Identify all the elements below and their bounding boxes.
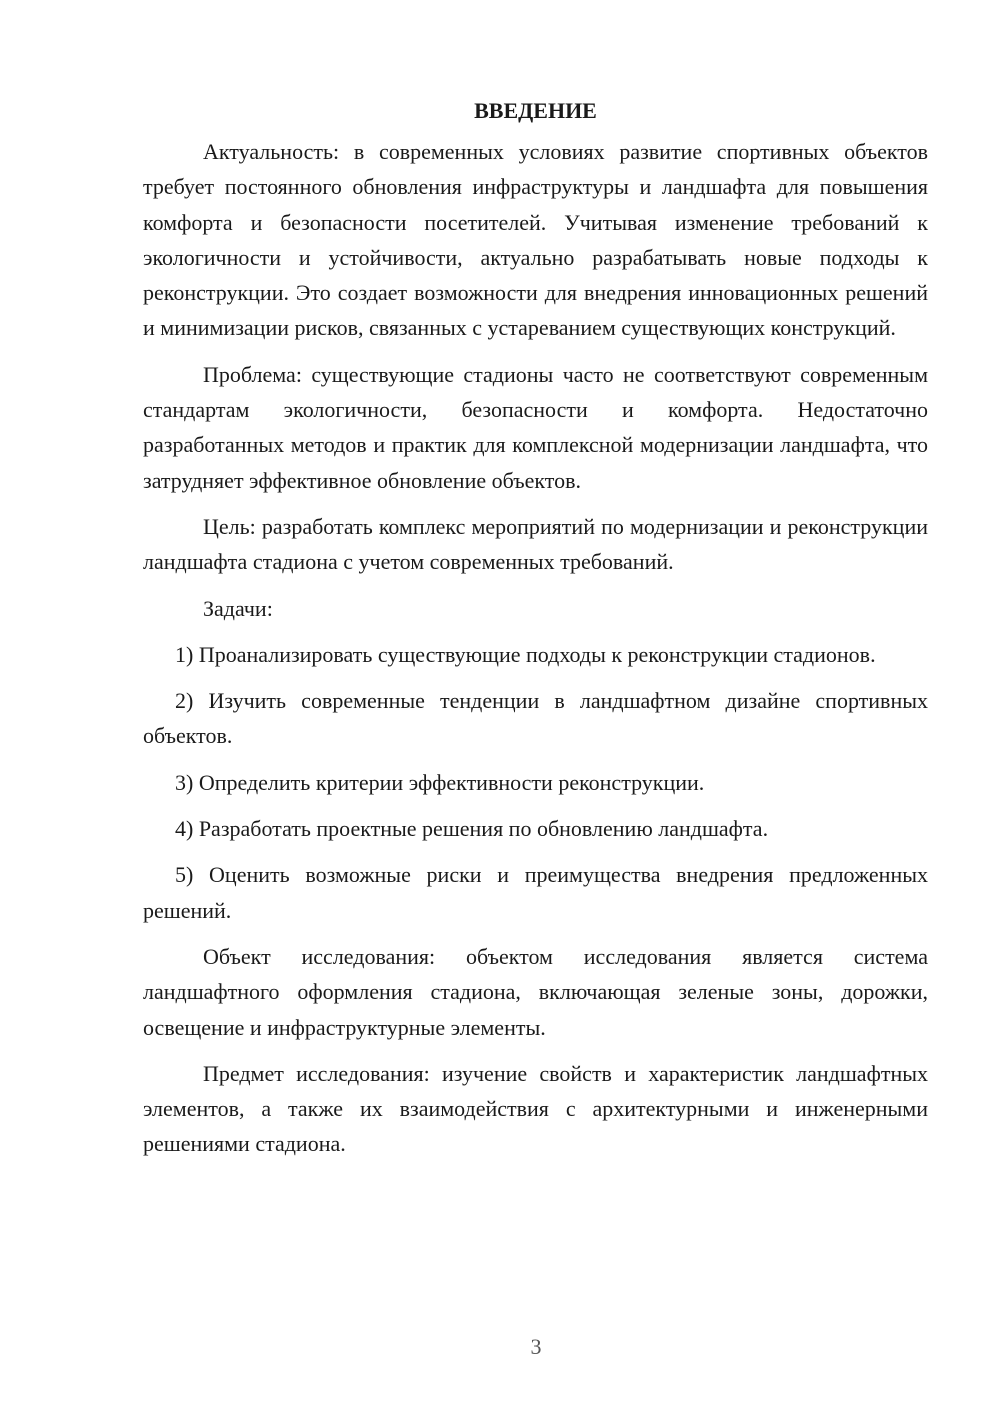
paragraph-subject: Предмет исследования: изучение свойств и характеристик ландшафтных элементов, а также их взаимодействия с архитектурными и инженерными решениями стадиона. [143,1060,928,1157]
document-body [143,96,928,1162]
paragraph-relevance: Актуальность: в современных условиях развитие спортивных объектов требует постоянного обновления инфраструктуры и ландшафта для повышения комфорта и безопасности посетителей. Учитывая изменение требований к экологичности и устойчивости, актуально разрабатывать новые подходы к реконструкции. Это создает возможности для внедрения инновационных решений и минимизации рисков, связанных с устареванием существующих конструкций. [143,139,928,341]
task-item-2: 2) Изучить современные тенденции в ландшафтном дизайне спортивных объектов. [143,688,928,749]
task-item-1: 1) Проанализировать существующие подходы к реконструкции стадионов. [175,641,876,667]
task-item-3: 3) Определить критерии эффективности реконструкции. [175,769,705,795]
section-heading: ВВЕДЕНИЕ [474,98,597,123]
task-item-5: 5) Оценить возможные риски и преимущества внедрения предложенных решений. [143,862,928,923]
paragraph-goal: Цель: разработать комплекс мероприятий по модернизации и реконструкции ландшафта стадиона с учетом современных требований. [143,513,928,575]
paragraph-object: Объект исследования: объектом исследования является система ландшафтного оформления стадиона, включающая зеленые зоны, дорожки, освещение и инфраструктурные элементы. [143,943,928,1040]
page-number: 3 [530,1334,542,1359]
paragraph-problem: Проблема: существующие стадионы часто не соответствуют современным стандартам экологичности, безопасности и комфорта. Недостаточно разработанных методов и практик для комплексной модернизации ландшафта, что затрудняет эффективное обновление объектов. [143,361,928,493]
task-item-4: 4) Разработать проектные решения по обновлению ландшафта. [175,816,769,842]
tasks-label: Задачи: [203,595,273,621]
